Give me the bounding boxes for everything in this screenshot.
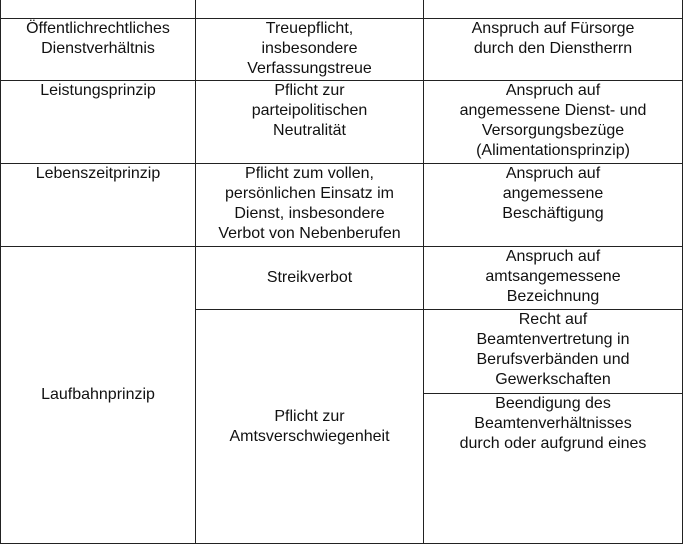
duty-text: Treuepflicht, insbesondere Verfassungstreue [247,20,372,77]
right-text: Anspruch auf angemessene Dienst- und Versorgungsbezüge (Alimentationsprinzip) [459,82,647,159]
table-row [1,81,683,164]
right-cell [424,19,683,81]
principle-text: Laufbahnprinzip [41,386,155,403]
principle-text: Öffentlichrechtliches Dienstverhältnis [26,20,170,57]
principle-text: Lebenszeitprinzip [35,165,161,182]
principle-cell [1,164,196,247]
duty-cell [196,19,424,81]
right-cell [424,247,683,310]
duty-text: Streikverbot [266,269,353,286]
right-cell [424,81,683,164]
table-row-header-stub [1,0,683,19]
principle-cell [1,81,196,164]
principle-cell [1,247,196,544]
duty-cell [196,81,424,164]
principle-cell [1,19,196,81]
principle-text: Leistungsprinzip [40,82,156,99]
duty-cell [196,310,424,544]
table-row [1,19,683,81]
right-text: Anspruch auf amtsangemessene Bezeichnung [485,248,621,305]
cell-empty [196,0,424,19]
duty-text: Pflicht zur parteipolitischen Neutralität [251,82,368,139]
right-cell [424,310,683,394]
table-row [1,164,683,247]
right-text: Anspruch auf angemessene Beschäftigung [502,165,604,222]
right-cell [424,164,683,247]
duty-cell [196,247,424,310]
duty-text: Pflicht zum vollen, persönlichen Einsatz im Dienst, insbesondere Verbot von Nebenberufen [218,165,401,242]
right-cell [424,394,683,544]
right-text: Beendigung des Beamtenverhältnisses durch oder aufgrund eines [459,395,647,452]
right-text: Recht auf Beamtenvertretung in Berufsverbänden und Gewerkschaften [476,311,630,388]
right-text: Anspruch auf Fürsorge durch den Dienstherrn [471,20,635,57]
duty-cell [196,164,424,247]
cell-empty [424,0,683,19]
cell-empty [1,0,196,19]
table-row [1,247,683,310]
duty-text: Pflicht zur Amtsverschwiegenheit [229,407,390,445]
